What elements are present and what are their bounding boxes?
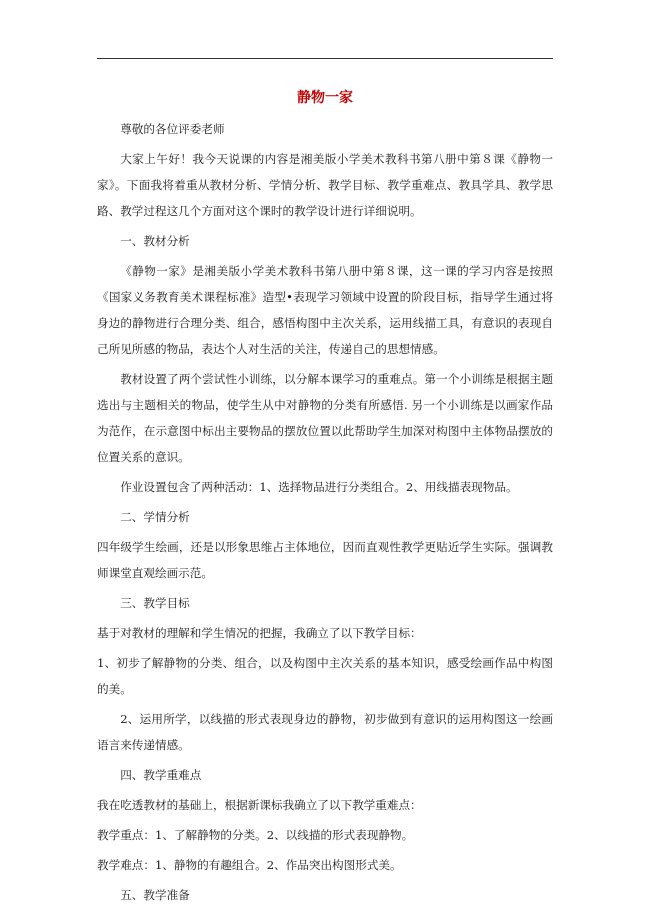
section-heading: 四、教学重难点 — [120, 768, 202, 782]
section-paragraph: 1、初步了解静物的分类、组合，以及构图中主次关系的基本知识，感受绘画作品中构图的美。 — [97, 656, 553, 696]
section-paragraph: 基于对教材的理解和学生情况的把握，我确立了以下教学目标： — [97, 626, 422, 640]
intro-paragraph: 大家上午好！我今天说课的内容是湘美版小学美术教科书第八册中第８课《静物一家》。下面我将着重从教材分析、学情分析、教学目标、教学重难点、教具学具、教学思路、教学过程这几个方面对这个课时的教学设计进行详细说明。 — [97, 152, 553, 218]
section-paragraph: 教学重点：1、了解静物的分类。2、以线描的形式表现静物。 — [97, 828, 414, 842]
section-heading: 一、教材分析 — [120, 234, 190, 248]
section-paragraph: 教材设置了两个尝试性小训练，以分解本课学习的重难点。第一个小训练是根据主题选出与主题相关的物品，使学生从中对静物的分类有所感悟. 另一个小训练是以画家作品为范作，在示意图中标出主要物品的摆放位置以此帮助学生加深对构图中主体物品摆放的位置关系的意识。 — [97, 372, 553, 464]
section-paragraph: 教学难点：1、静物的有趣组合。2、作品突出构图形式美。 — [97, 858, 402, 872]
section-heading: 五、教学准备 — [120, 888, 190, 902]
header-rule — [97, 58, 553, 59]
section-paragraph: 作业设置包含了两种活动：1、选择物品进行分类组合。2、用线描表现物品。 — [120, 480, 518, 494]
section-paragraph: 四年级学生绘画，还是以形象思维占主体地位，因而直观性教学更贴近学生实际。强调教师课堂直观绘画示范。 — [97, 540, 553, 580]
section-paragraph: 我在吃透教材的基础上，根据新课标我确立了以下教学重难点： — [97, 798, 422, 812]
greeting: 尊敬的各位评委老师 — [120, 122, 225, 136]
section-heading: 三、教学目标 — [120, 596, 190, 610]
document-title: 静物一家 — [297, 90, 353, 106]
section-paragraph: 2、运用所学，以线描的形式表现身边的静物，初步做到有意识的运用构图这一绘画语言来传递情感。 — [97, 712, 553, 752]
document-body — [97, 116, 553, 912]
section-heading: 二、学情分析 — [120, 510, 190, 524]
section-paragraph: 《静物一家》是湘美版小学美术教科书第八册中第８课，这一课的学习内容是按照《国家义务教育美术课程标准》造型•表现学习领域中设置的阶段目标，指导学生通过将身边的静物进行合理分类、组合，感悟构图中主次关系，运用线描工具，有意识的表现自己所见所感的物品，表达个人对生活的关注，传递自己的思想情感。 — [97, 264, 553, 356]
